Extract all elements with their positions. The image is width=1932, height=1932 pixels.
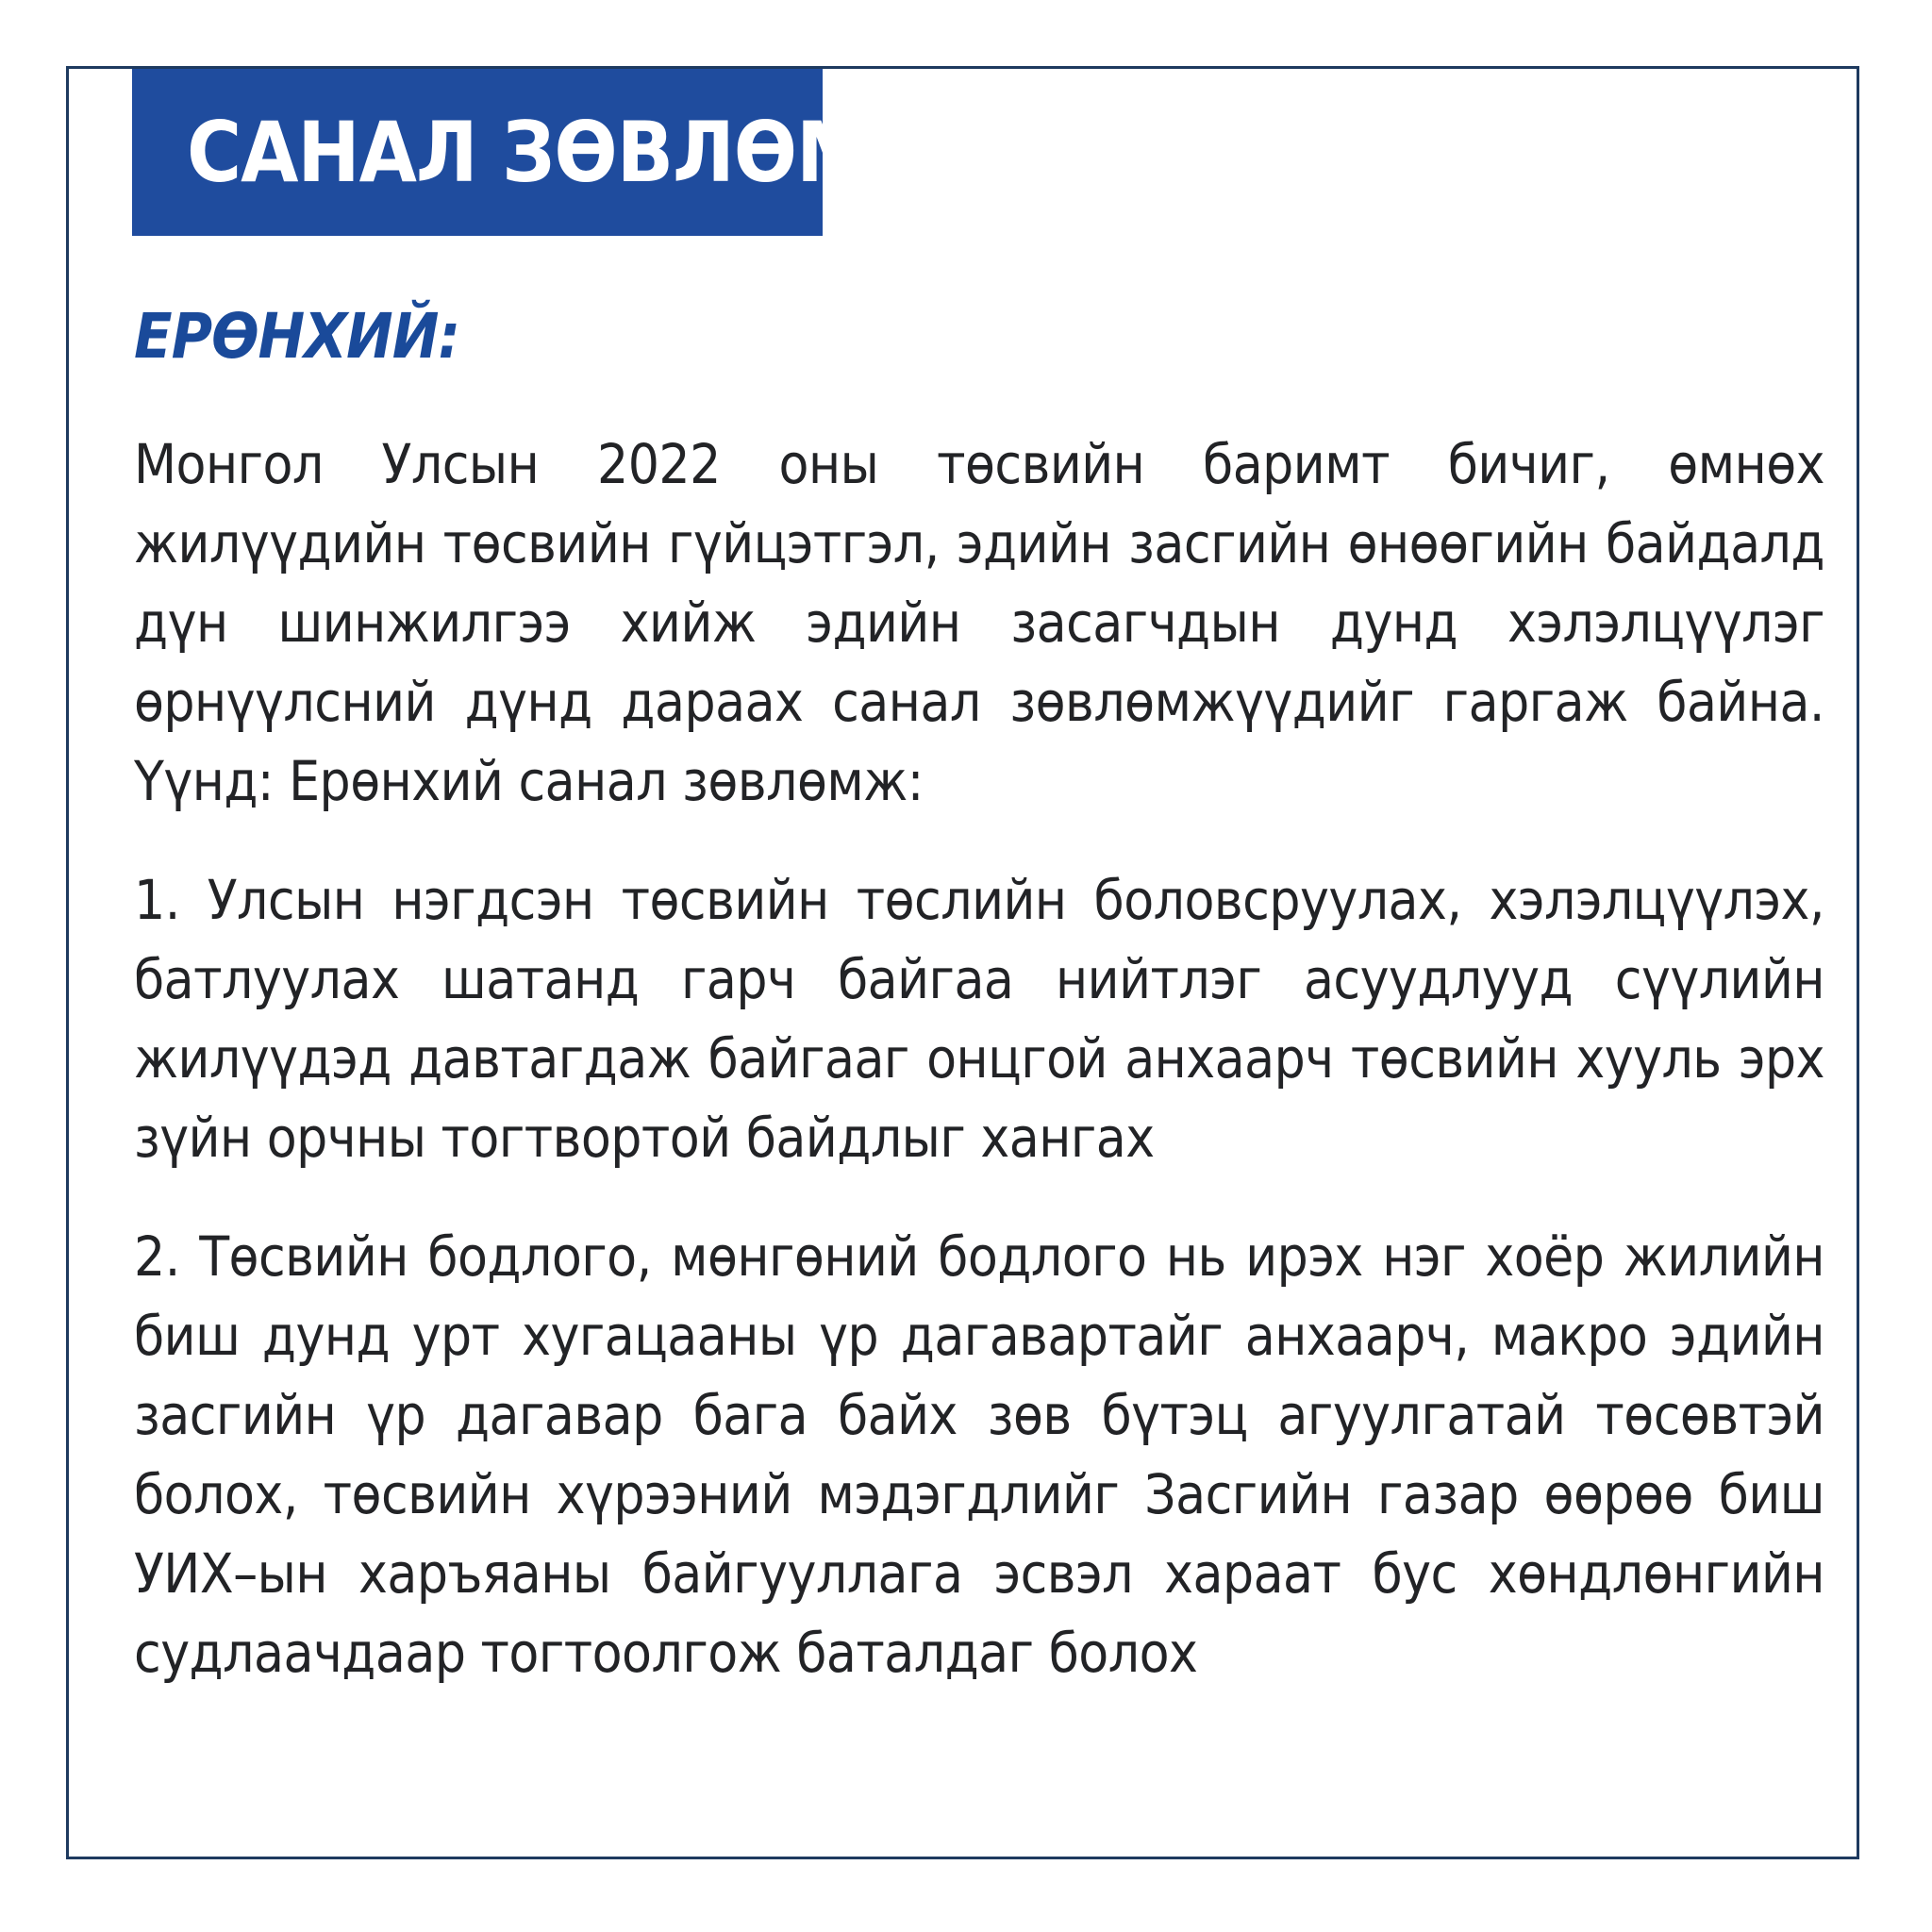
- recommendation-item-2: 2. Төсвийн бодлого, мөнгөний бодлого нь ирэх нэг хоёр жилийн биш дунд урт хугацааны үр дагавартайг анхаарч, макро эдийн засгийн үр дагавар бага байх зөв бүтэц агуулгатай төсөвтэй болох, төсвийн хүрээний мэдэгдлийг Засгийн газар өөрөө биш УИХ–ын харъяаны байгууллага эсвэл хараат бус хөндлөнгийн судлаачдаар тогтоолгож баталдаг болох: [134, 1224, 1824, 1685]
- intro-paragraph: Монгол Улсын 2022 оны төсвийн баримт бичиг, өмнөх жилүүдийн төсвийн гүйцэтгэл, эдийн засгийн өнөөгийн байдалд дүн шинжилгээ хийж эдийн засагчдын дунд хэлэлцүүлэг өрнүүлсний дүнд дараах санал зөвлөмжүүдийг гаргаж байна. Үүнд: Ерөнхий санал зөвлөмж:: [134, 432, 1824, 813]
- title-banner-text: САНАЛ ЗӨВЛӨМЖ: [187, 104, 960, 201]
- title-banner: [132, 69, 960, 236]
- document-body: [134, 425, 1824, 1732]
- recommendation-item-1: 1. Улсын нэгдсэн төсвийн төслийн боловсруулах, хэлэлцүүлэх, батлуулах шатанд гарч байгаа нийтлэг асуудлууд сүүлийн жилүүдэд давтагдаж байгааг онцгой анхаарч төсвийн хууль эрх зүйн орчны тогтвортой байдлыг хангах: [134, 868, 1824, 1170]
- section-heading: ЕРӨНХИЙ:: [134, 300, 460, 373]
